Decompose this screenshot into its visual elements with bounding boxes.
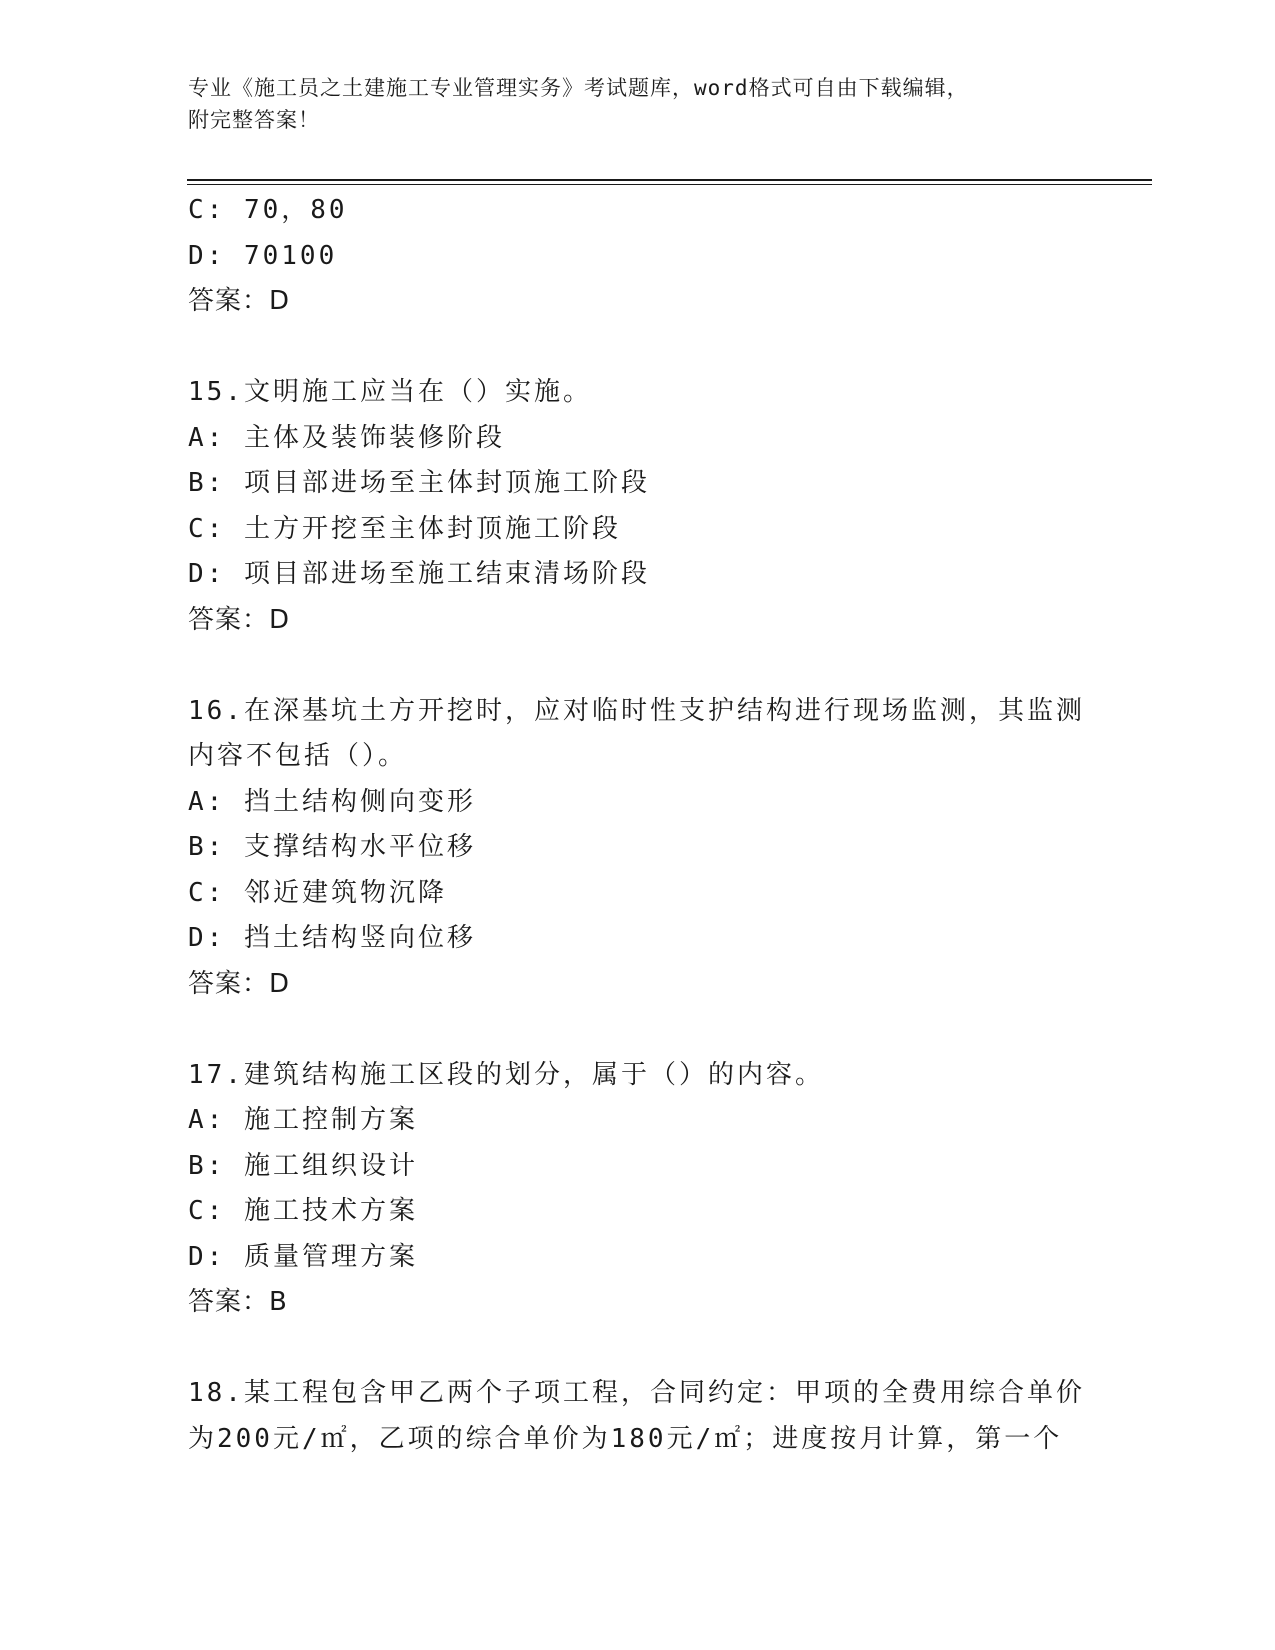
answer-value: B bbox=[269, 1287, 288, 1317]
answer-value: D bbox=[269, 604, 291, 635]
option-c: C: 土方开挖至主体封顶施工阶段 bbox=[188, 513, 621, 544]
option-d: D: 挡土结构竖向位移 bbox=[188, 923, 476, 953]
question-18 bbox=[188, 1371, 1088, 1462]
question-text-line-2: 内容不包括（）。 bbox=[188, 741, 408, 771]
header-line-1: 专业《施工员之土建施工专业管理实务》考试题库，word格式可自由下载编辑， bbox=[188, 76, 969, 100]
answer-label: 答案： bbox=[188, 968, 270, 999]
option-c: C: 施工技术方案 bbox=[188, 1196, 418, 1226]
option-d: D: 70100 bbox=[188, 240, 338, 271]
answer-line bbox=[188, 1280, 1088, 1326]
question-16 bbox=[188, 689, 1088, 1008]
option-c: C: 70，80 bbox=[188, 195, 348, 225]
answer-line bbox=[188, 279, 1088, 325]
document-header bbox=[188, 72, 1088, 136]
spacer bbox=[188, 1007, 1088, 1053]
option-b: B: 项目部进场至主体封顶施工阶段 bbox=[188, 468, 650, 498]
header-line-2: 附完整答案！ bbox=[188, 108, 320, 132]
question-text: 17.建筑结构施工区段的划分，属于（）的内容。 bbox=[188, 1059, 824, 1090]
question-text-line-1: 18.某工程包含甲乙两个子项工程，合同约定：甲项的全费用综合单价 bbox=[188, 1378, 1085, 1408]
option-c: C: 邻近建筑物沉降 bbox=[188, 877, 447, 908]
spacer bbox=[188, 1326, 1088, 1372]
answer-line bbox=[188, 962, 1088, 1008]
option-b: B: 施工组织设计 bbox=[188, 1150, 418, 1181]
question-text: 15.文明施工应当在（）实施。 bbox=[188, 377, 592, 407]
option-b: B: 支撑结构水平位移 bbox=[188, 832, 476, 862]
question-text-line-2: 为200元/㎡，乙项的综合单价为180元/㎡；进度按月计算，第一个 bbox=[188, 1423, 1063, 1454]
answer-label: 答案： bbox=[188, 604, 270, 635]
option-a: A: 挡土结构侧向变形 bbox=[188, 786, 476, 817]
question-text-line-1: 16.在深基坑土方开挖时，应对临时性支护结构进行现场监测，其监测 bbox=[188, 695, 1085, 726]
header-divider-thick bbox=[187, 179, 1152, 181]
question-list bbox=[188, 188, 1088, 1462]
answer-value: D bbox=[269, 968, 291, 999]
answer-label: 答案： bbox=[188, 1287, 270, 1317]
question-15 bbox=[188, 370, 1088, 643]
option-a: A: 施工控制方案 bbox=[188, 1105, 418, 1135]
question-17 bbox=[188, 1053, 1088, 1326]
header-divider-thin bbox=[187, 184, 1152, 185]
option-a: A: 主体及装饰装修阶段 bbox=[188, 422, 505, 453]
answer-line bbox=[188, 598, 1088, 644]
spacer bbox=[188, 325, 1088, 371]
option-d: D: 项目部进场至施工结束清场阶段 bbox=[188, 559, 650, 589]
answer-value: D bbox=[269, 286, 291, 316]
spacer bbox=[188, 643, 1088, 689]
option-d: D: 质量管理方案 bbox=[188, 1241, 418, 1272]
question-14 bbox=[188, 188, 1088, 325]
answer-label: 答案： bbox=[188, 286, 270, 316]
